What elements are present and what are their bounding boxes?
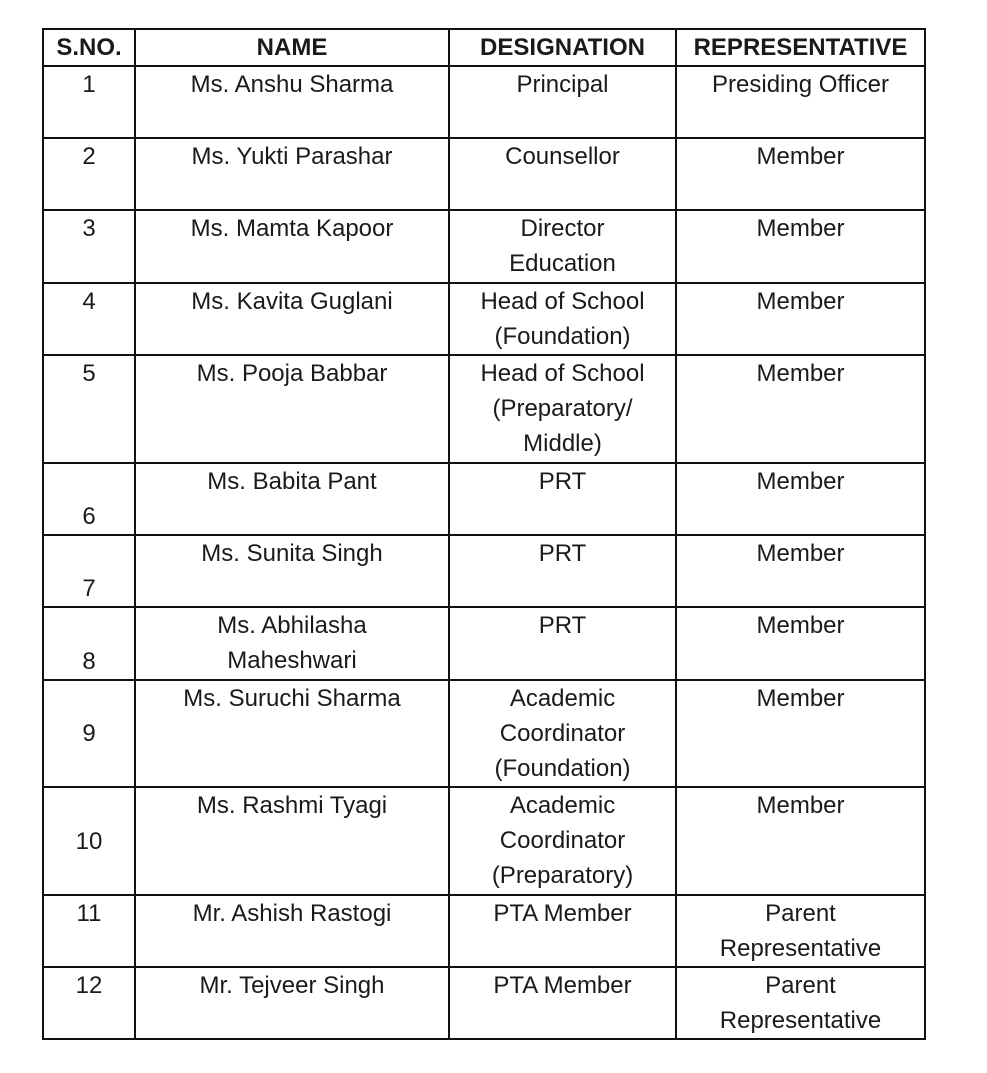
cell-sno: 11	[43, 895, 135, 967]
representative-line: Parent	[765, 972, 836, 999]
designation-line: Academic	[509, 792, 616, 819]
cell-sno: 3	[43, 210, 135, 283]
cell-name: Mr. Tejveer Singh	[135, 967, 449, 1039]
designation-line: Academic	[509, 685, 616, 712]
cell-sno: 7	[43, 535, 135, 607]
cell-designation	[449, 535, 676, 607]
table-row	[43, 210, 925, 283]
representative-line: Representative	[719, 1007, 882, 1034]
cell-representative	[676, 895, 925, 967]
designation-line: Director	[520, 215, 605, 242]
representative-line: Presiding Officer	[712, 71, 889, 98]
cell-representative	[676, 355, 925, 463]
table-row	[43, 680, 925, 787]
cell-representative	[676, 66, 925, 138]
representative-line: Member	[756, 143, 845, 170]
cell-sno: 10	[43, 787, 135, 895]
cell-designation	[449, 967, 676, 1039]
cell-designation	[449, 607, 676, 680]
cell-representative	[676, 283, 925, 355]
cell-sno: 9	[43, 680, 135, 787]
cell-name: Ms. Sunita Singh	[135, 535, 449, 607]
designation-line: Coordinator	[499, 827, 626, 854]
table-row	[43, 463, 925, 535]
cell-designation	[449, 895, 676, 967]
cell-name	[135, 607, 449, 680]
table-row	[43, 138, 925, 210]
designation-line: Head of School	[480, 288, 645, 315]
cell-representative	[676, 607, 925, 680]
cell-name: Ms. Mamta Kapoor	[135, 210, 449, 283]
designation-line: PTA Member	[493, 900, 632, 927]
header-representative: REPRESENTATIVE	[676, 29, 925, 66]
header-name: NAME	[135, 29, 449, 66]
designation-line: (Foundation)	[494, 323, 631, 350]
designation-line: Principal	[516, 71, 609, 98]
representative-line: Member	[756, 612, 845, 639]
designation-line: PRT	[538, 612, 587, 639]
representative-line: Member	[756, 288, 845, 315]
table-row	[43, 355, 925, 463]
representative-line: Member	[756, 540, 845, 567]
cell-designation	[449, 138, 676, 210]
cell-name: Ms. Anshu Sharma	[135, 66, 449, 138]
cell-sno: 5	[43, 355, 135, 463]
cell-sno: 12	[43, 967, 135, 1039]
cell-designation	[449, 463, 676, 535]
cell-name: Ms. Rashmi Tyagi	[135, 787, 449, 895]
cell-sno: 4	[43, 283, 135, 355]
cell-designation	[449, 787, 676, 895]
representative-line: Parent	[765, 900, 836, 927]
cell-designation	[449, 355, 676, 463]
name-line: Maheshwari	[227, 647, 357, 674]
table-row	[43, 967, 925, 1039]
cell-designation	[449, 283, 676, 355]
cell-representative	[676, 680, 925, 787]
representative-line: Member	[756, 792, 845, 819]
committee-table	[42, 28, 926, 1040]
designation-line: Counsellor	[505, 143, 620, 170]
cell-name: Ms. Babita Pant	[135, 463, 449, 535]
designation-line: Education	[509, 250, 616, 277]
designation-line: (Preparatory/	[492, 395, 633, 422]
representative-line: Member	[756, 685, 845, 712]
table-row	[43, 607, 925, 680]
designation-line: (Preparatory)	[491, 862, 634, 889]
table-row	[43, 787, 925, 895]
cell-sno: 1	[43, 66, 135, 138]
designation-line: (Foundation)	[494, 755, 631, 782]
representative-line: Member	[756, 215, 845, 242]
cell-representative	[676, 210, 925, 283]
name-line: Ms. Abhilasha	[217, 612, 367, 639]
cell-designation	[449, 680, 676, 787]
designation-line: Head of School	[480, 360, 645, 387]
header-designation: DESIGNATION	[449, 29, 676, 66]
representative-line: Representative	[719, 935, 882, 962]
cell-name: Mr. Ashish Rastogi	[135, 895, 449, 967]
cell-representative	[676, 463, 925, 535]
designation-line: PRT	[538, 540, 587, 567]
cell-name: Ms. Suruchi Sharma	[135, 680, 449, 787]
cell-name: Ms. Yukti Parashar	[135, 138, 449, 210]
cell-designation	[449, 66, 676, 138]
table-row	[43, 283, 925, 355]
representative-line: Member	[756, 468, 845, 495]
header-sno: S.NO.	[43, 29, 135, 66]
designation-line: PTA Member	[493, 972, 632, 999]
header-row	[43, 29, 925, 66]
cell-sno: 6	[43, 463, 135, 535]
designation-line: PRT	[538, 468, 587, 495]
designation-line: Middle)	[523, 430, 602, 457]
cell-representative	[676, 967, 925, 1039]
designation-line: Coordinator	[499, 720, 626, 747]
cell-sno: 8	[43, 607, 135, 680]
table-row	[43, 895, 925, 967]
cell-name: Ms. Pooja Babbar	[135, 355, 449, 463]
table-row	[43, 535, 925, 607]
cell-sno: 2	[43, 138, 135, 210]
representative-line: Member	[756, 360, 845, 387]
cell-name: Ms. Kavita Guglani	[135, 283, 449, 355]
cell-representative	[676, 535, 925, 607]
cell-designation	[449, 210, 676, 283]
table-row	[43, 66, 925, 138]
cell-representative	[676, 787, 925, 895]
cell-representative	[676, 138, 925, 210]
